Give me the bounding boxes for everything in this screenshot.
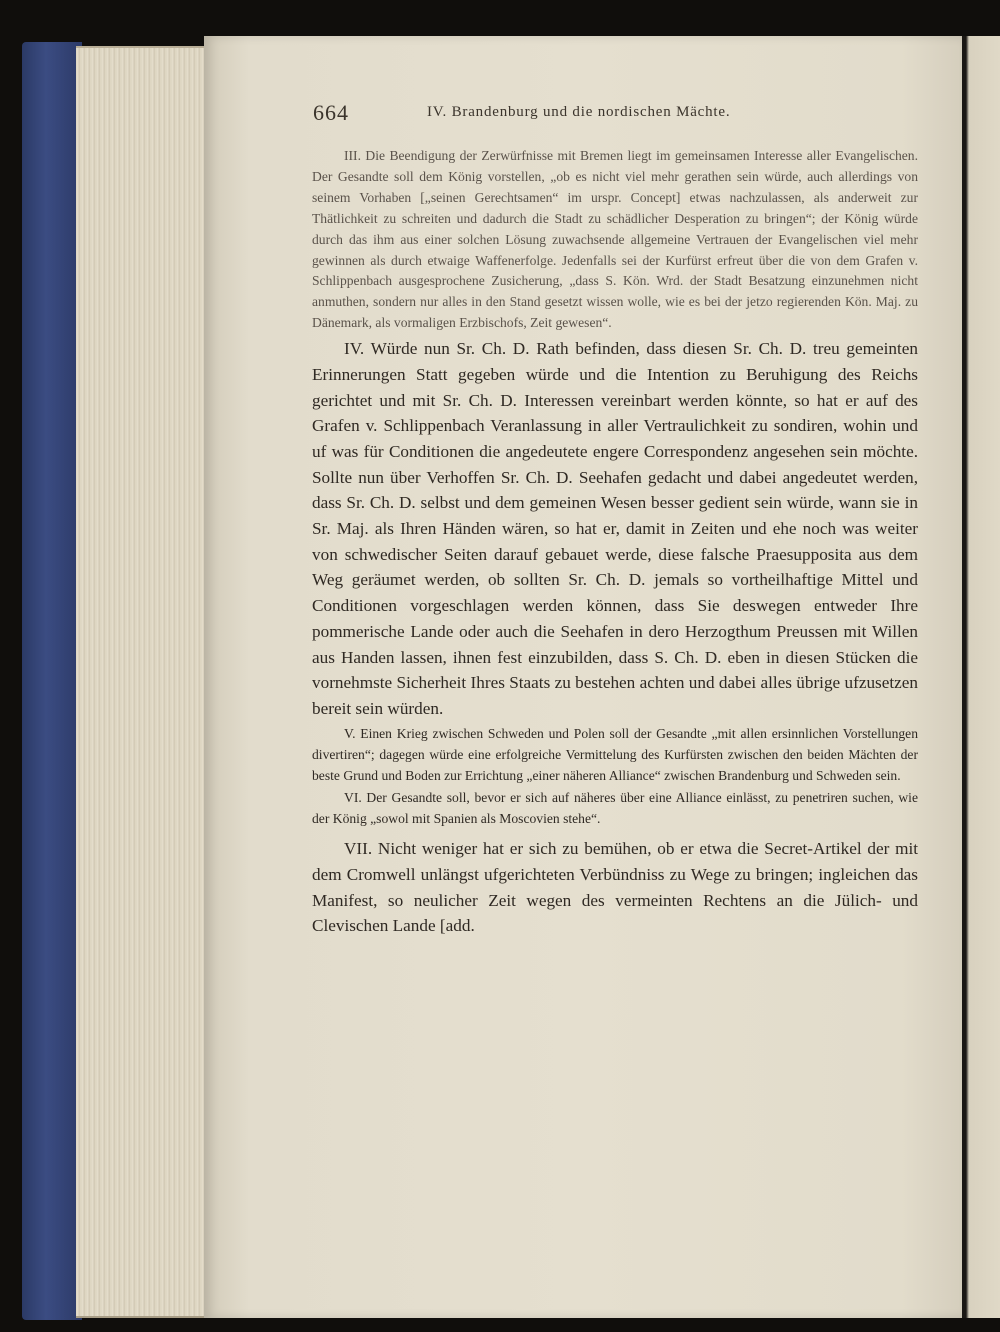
page-number: 664: [313, 100, 349, 125]
paragraph-v: V. Einen Krieg zwischen Schweden und Polen soll der Gesandte „mit allen ersinnlichen Vorstellungen divertiren“; dagegen würde eine erfolgreiche Vermittelung des Kurfürsten zwischen den beiden Mächten der beste Grund und Boden zur Errichtung „einer näheren Alliance“ zwischen Brandenburg und Schweden sein.: [312, 725, 918, 783]
paragraph-vi: VI. Der Gesandte soll, bevor er sich auf näheres über eine Alliance einlässt, zu penetriren suchen, wie der König „sowol mit Spanien als Moscovien stehe“.: [312, 790, 918, 827]
page-header: [313, 100, 913, 130]
stacked-page-edges: [76, 46, 206, 1318]
running-title: IV. Brandenburg und die nordischen Mächte.: [427, 104, 731, 120]
paragraph-vii: VII. Nicht weniger hat er sich zu bemühen, ob er etwa die Secret-Artikel der mit dem Cromwell unlängst ufgerichteten Verbündniss zu Wege zu bringen; ingleichen das Manifest, so neulicher Zeit wegen des vermeinten Rechtens an die Jülich- und Clevischen Lande [add.: [312, 839, 918, 936]
page-body: [312, 146, 918, 939]
paragraph-iv: IV. Würde nun Sr. Ch. D. Rath befinden, dass diesen Sr. Ch. D. treu gemeinten Erinnerungen Statt gegeben würde und die Intention zu Beruhigung des Reichs gerichtet und mit Sr. Ch. D. Interessen vereinbart werden könnte, so hat er auf des Grafen v. Schlippenbach Veranlassung in aller Vertraulichkeit zu sondiren, wohin und uf was für Conditionen die angedeutete engere Correspondenz angesehen sein möchte. Sollte nun über Verhoffen Sr. Ch. D. Seehafen gedacht und dabei angedeutet werden, dass Sr. Ch. D. selbst und dem gemeinen Wesen besser gedient sein würde, wann sie in Sr. Maj. als Ihren Händen wären, so hat er, damit in Zeiten und ehe noch was weiter von schwedischer Seiten darauf gebauet werde, diese falsche Praesupposita aus dem Weg geräumet werden, ob sollten Sr. Ch. D. jemals so vortheilhaftige Mittel und Conditionen vorgeschlagen werden können, dass Sie deswegen entweder Ihre pommerische Lande oder auch die Seehafen in dero Herzogthum Preussen mit Willen aus Handen lassen, ihnen fest einzubilden, dass S. Ch. D. eben in diesen Stücken die vornehmste Sicherheit Ihres Staats zu bestehen achten und dabei alles übrige ufzusetzen bereit sein würden.: [312, 339, 918, 718]
facing-page-edge: [962, 36, 1000, 1318]
paragraph-iii: III. Die Beendigung der Zerwürfnisse mit Bremen liegt im gemeinsamen Interesse aller Evangelischen. Der Gesandte soll dem König vorstellen, „ob es nicht viel mehr gerathen sein würde, auch allerdings von seinem Vorhaben [„seinen Gerechtsamen“ im urspr. Concept] etwas nachzulassen, als anderweit zur Thätlichkeit zu schreiten und dadurch die Stadt zu schädlicher Desperation zu bringen“; der König würde durch das ihm aus einer solchen Lösung zuwachsende allgemeine Vertrauen der Evangelischen viel mehr gewinnen als durch etwaige Waffenerfolge. Jedenfalls sei der Kurfürst erfreut über die von dem Grafen v. Schlippenbach ausgesprochene Zusicherung, „dass S. Kön. Wrd. der Stadt Besatzung einzunehmen nicht anmuthen, sondern nur alles in den Stand gesetzt wissen wolle, wie es bei der jetzo regierenden Kön. Maj. zu Dänemark, als vormaligen Erzbischofs, Zeit gewesen“.: [312, 148, 918, 331]
book-cover-edge: [22, 42, 82, 1320]
